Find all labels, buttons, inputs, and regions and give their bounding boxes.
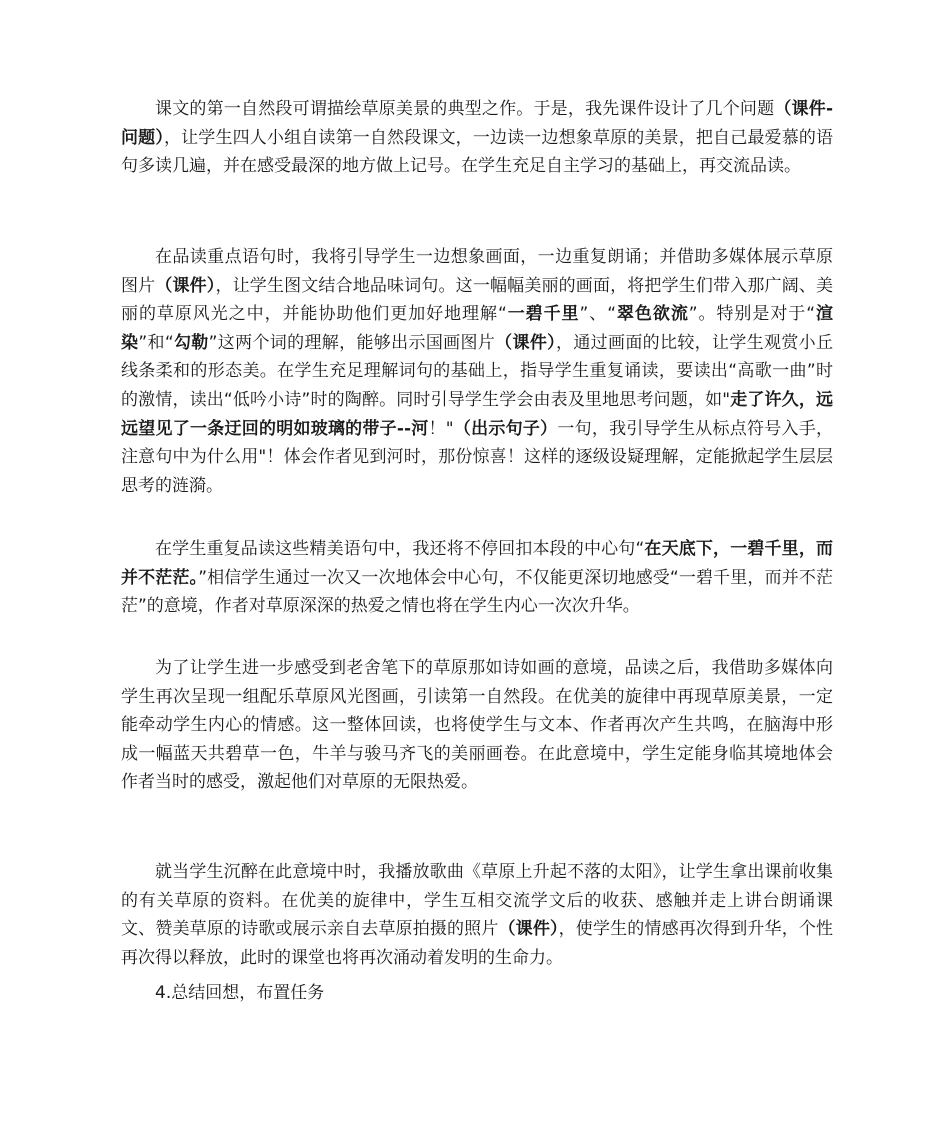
body-text: 课文的第一自然段可谓描绘草原美景的典型之作。于是，我先课件设计了几个问题 xyxy=(155,99,775,119)
body-text: ”、“ xyxy=(579,304,617,325)
emphasis-text: （课件-问题） xyxy=(121,99,833,148)
paragraph-1 xyxy=(121,95,833,181)
emphasis-text: 勾勒 xyxy=(173,332,209,353)
emphasis-text: （出示句子） xyxy=(453,418,558,439)
emphasis-text: 一碧千里 xyxy=(506,304,580,325)
paragraph-2 xyxy=(121,243,833,500)
body-text: ！" xyxy=(428,418,454,439)
section-heading xyxy=(121,979,833,1008)
body-text: 一句，我引导学生从标点符号入手，注意句中为什么用"！体会作者见到河时，那份惊喜！这样的逐级设疑理解，定能掀起学生层层思考的涟漪。 xyxy=(121,418,834,496)
emphasis-text: （课件） xyxy=(495,332,556,353)
body-text: ”相信学生通过一次又一次地体会中心句，不仅能更深切地感受“一碧千里，而并不茫茫”的意境，作者对草原深深的热爱之情也将在学生内心一次次升华。 xyxy=(121,567,833,617)
body-text: ，让学生四人小组自读第一自然段课文，一边读一边想象草原的美景，把自己最爱慕的语句多读几遍，并在感受最深的地方做上记号。在学生充足自主学习的基础上，再交流品读。 xyxy=(121,127,834,177)
body-text: 在品读重点语句时，我将引导学生一边想象画面，一边重复朗诵；并借助多媒体展示草原图片 xyxy=(121,247,833,296)
body-text: ”这两个词的理解，能够出示国画图片 xyxy=(208,332,496,353)
emphasis-text: 走了许久，远远望见了一条迂回的明如玻璃的带子--河 xyxy=(121,389,833,439)
body-text: 4.总结回想，布置任务 xyxy=(155,983,325,1003)
emphasis-text: 在天底下，一碧千里，而并不茫茫。 xyxy=(121,539,833,588)
paragraph-4 xyxy=(121,654,833,797)
body-text: ，让学生图文结合地品味词句。这一幅幅美丽的画面，将把学生们带入那广阔、美丽的草原风光之中，并能协助他们更加好地理解“ xyxy=(121,275,834,325)
body-text: ”和“ xyxy=(138,332,174,353)
emphasis-text: 翠色欲流 xyxy=(616,304,689,325)
body-text: ”。特别是对于“ xyxy=(688,304,816,325)
paragraph-3 xyxy=(121,535,833,621)
body-text: ，使学生的情感再次得到升华，个性再次得以释放，此时的课堂也将再次涌动着发明的生命力。 xyxy=(121,919,834,968)
emphasis-text: （课件） xyxy=(498,919,559,940)
body-text: 就当学生沉醉在此意境中时，我播放歌曲《草原上升起不落的太阳》，让学生拿出课前收集的有关草原的资料。在优美的旋律中，学生互相交流学文后的收获、感触并走上讲台朗诵课文、赞美草原的诗歌或展示亲自去草原拍摄的照片 xyxy=(121,862,833,940)
emphasis-text: （课件） xyxy=(155,275,216,296)
paragraph-5 xyxy=(121,858,833,972)
emphasis-text: 渲染 xyxy=(121,304,833,353)
body-text: ，通过画面的比较，让学生观赏小丘线条柔和的形态美。在学生充足理解词句的基础上，指导学生重复诵读，要读出“高歌一曲”时的激情，读出“低吟小诗”时的陶醉。同时引导学生学会由表及里地思考问题，如" xyxy=(121,332,834,410)
body-text: 在学生重复品读这些精美语句中，我还将不停回扣本段的中心句“ xyxy=(155,539,645,559)
body-text: 为了让学生进一步感受到老舍笔下的草原那如诗如画的意境，品读之后，我借助多媒体向学生再次呈现一组配乐草原风光图画，引读第一自然段。在优美的旋律中再现草原美景，一定能牵动学生内心的情感。这一整体回读，也将使学生与文本、作者再次产生共鸣，在脑海中形成一幅蓝天共碧草一色，牛羊与骏马齐飞的美丽画卷。在此意境中，学生定能身临其境地体会作者当时的感受，激起他们对草原的无限热爱。 xyxy=(121,658,833,793)
